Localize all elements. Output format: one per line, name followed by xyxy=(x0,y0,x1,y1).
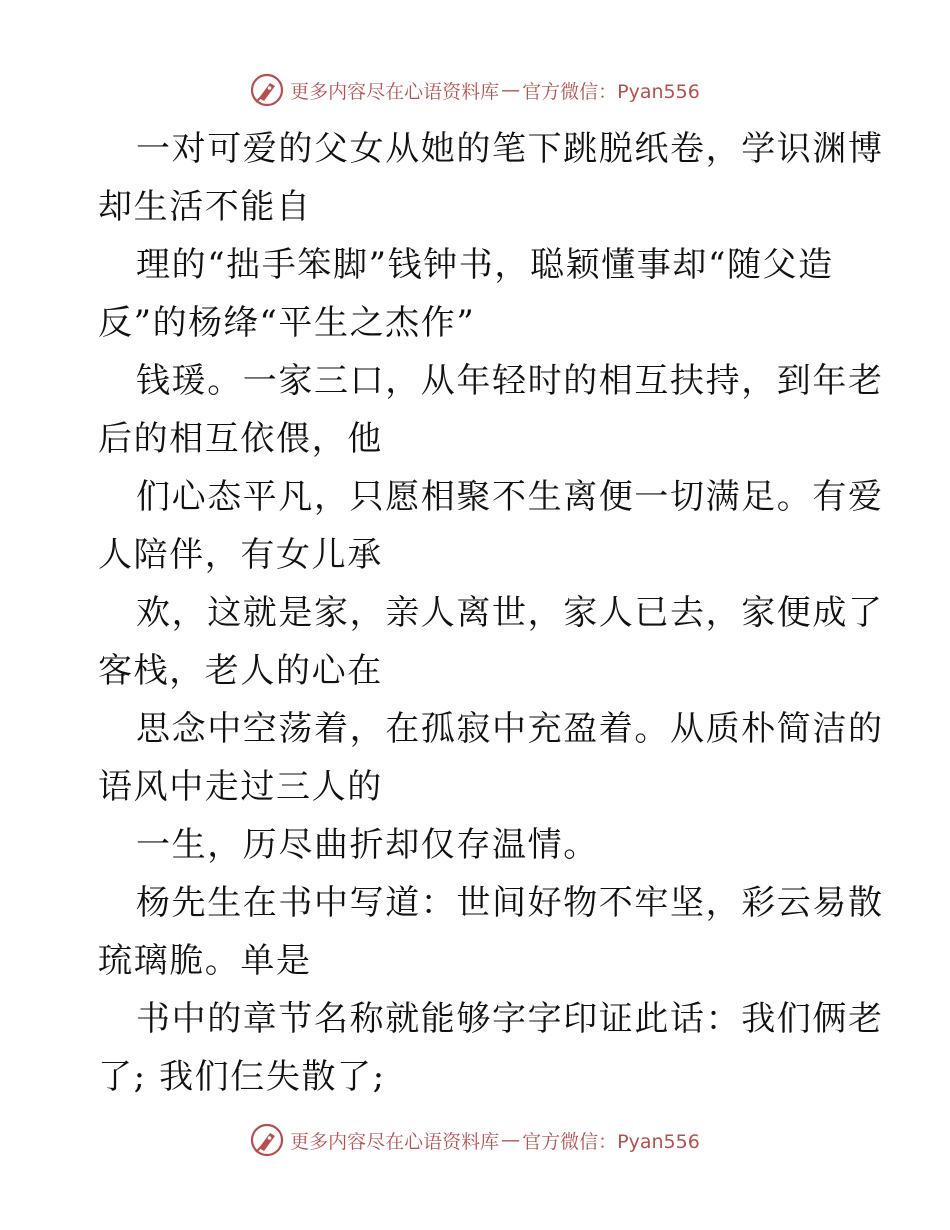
paragraph-7 xyxy=(98,816,858,874)
paragraph-line: 反”的杨绛“平生之杰作” xyxy=(98,303,476,343)
document-body xyxy=(98,120,884,1106)
header-contact-text: 官方微信：Pyan556 xyxy=(522,80,700,103)
footer-banner xyxy=(0,1120,950,1160)
paragraph-line: 们心态平凡，只愿相聚不生离便一切满足。有爱 xyxy=(136,477,884,517)
paragraph-1 xyxy=(98,120,884,236)
paragraph-line: 一生，历尽曲折却仅存温情。 xyxy=(136,825,599,865)
header-separator: — xyxy=(501,79,521,101)
footer-site-text: 更多内容尽在心语资料库 xyxy=(290,1130,500,1153)
paragraph-3 xyxy=(98,352,884,468)
paragraph-4 xyxy=(98,468,884,584)
paragraph-line: 欢，这就是家，亲人离世，家人已去，家便成了 xyxy=(136,593,884,633)
pen-nib-logo-icon xyxy=(250,1123,284,1157)
paragraph-line: 客栈，老人的心在 xyxy=(98,651,383,691)
header-banner xyxy=(0,70,950,110)
header-site-text: 更多内容尽在心语资料库 xyxy=(290,80,500,103)
footer-separator: — xyxy=(501,1129,521,1151)
paragraph-line: 一对可爱的父女从她的笔下跳脱纸卷，学识渊博 xyxy=(136,129,884,169)
paragraph-2 xyxy=(98,236,858,352)
paragraph-5 xyxy=(98,584,884,700)
paragraph-line: 了; 我们仨失散了; xyxy=(98,1057,386,1097)
paragraph-9 xyxy=(98,990,884,1106)
paragraph-line: 思念中空荡着，在孤寂中充盈着。从质朴简洁的 xyxy=(136,709,884,749)
paragraph-line: 人陪伴，有女儿承 xyxy=(98,535,383,575)
paragraph-line: 却生活不能自 xyxy=(98,187,312,227)
paragraph-line: 语风中走过三人的 xyxy=(98,767,383,807)
paragraph-6 xyxy=(98,700,884,816)
paragraph-line: 钱瑗。一家三口，从年轻时的相互扶持，到年老 xyxy=(136,361,884,401)
paragraph-line: 书中的章节名称就能够字字印证此话：我们俩老 xyxy=(136,999,884,1039)
paragraph-line: 杨先生在书中写道：世间好物不牢坚，彩云易散 xyxy=(136,883,884,923)
footer-contact-text: 官方微信：Pyan556 xyxy=(522,1130,700,1153)
pen-nib-logo-icon xyxy=(250,73,284,107)
paragraph-line: 琉璃脆。单是 xyxy=(98,941,312,981)
paragraph-line: 后的相互依偎，他 xyxy=(98,419,383,459)
paragraph-8 xyxy=(98,874,884,990)
paragraph-line: 理的“拙手笨脚”钱钟书，聪颖懂事却“随父造 xyxy=(136,245,834,285)
